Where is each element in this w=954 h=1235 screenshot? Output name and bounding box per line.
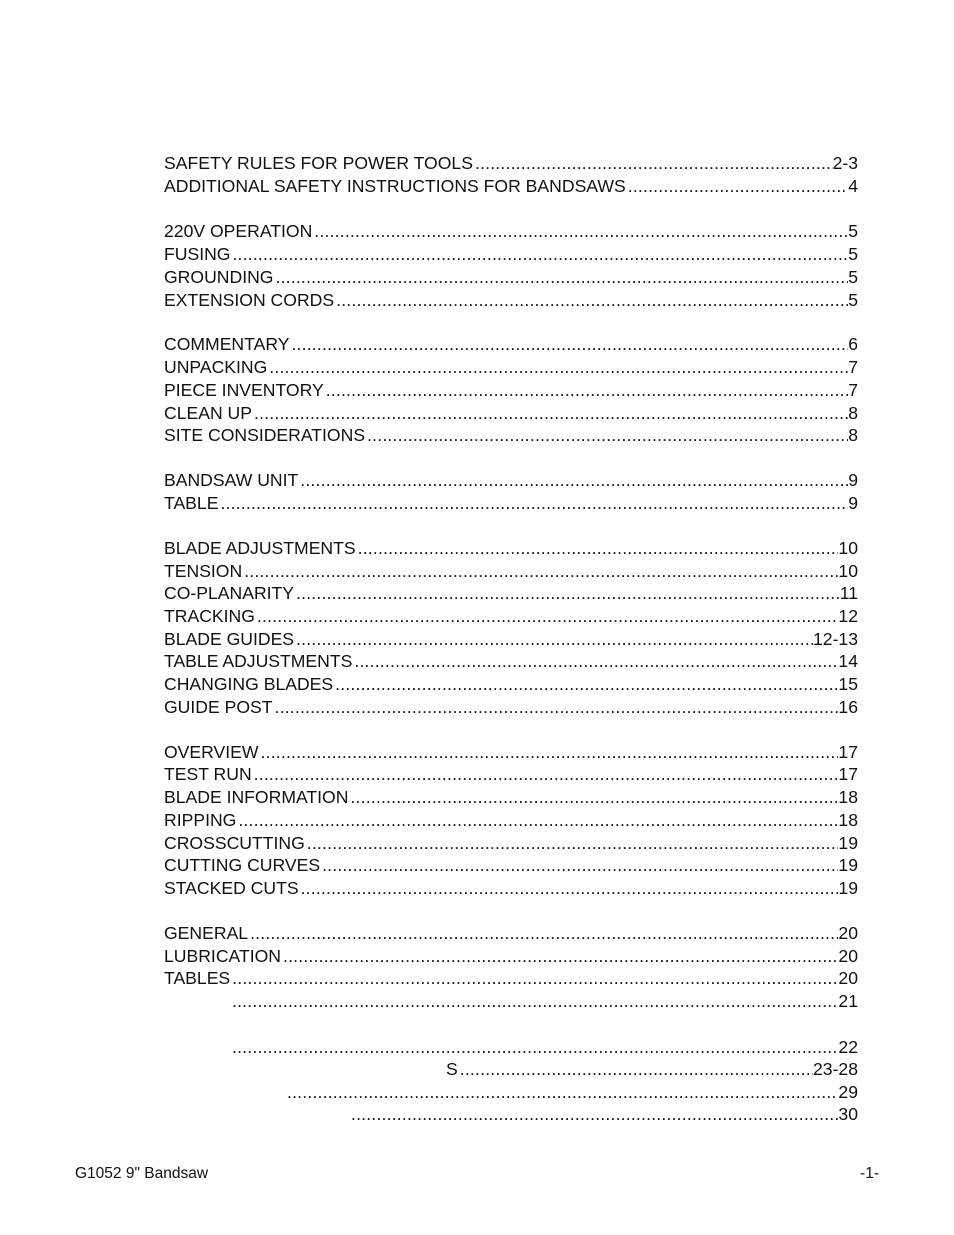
toc-entry [164,378,858,402]
toc-entry [164,808,858,832]
toc-entry-label: RIPPING [164,810,237,830]
toc-entry-label: CO-PLANARITY [164,583,295,603]
toc-entry-label: BANDSAW UNIT [164,470,299,490]
toc-entry-page: 7 [848,380,858,400]
toc-entry-page: 15 [838,674,858,694]
toc-entry-label: TABLE ADJUSTMENTS [164,651,353,671]
leader-dots [296,627,813,651]
toc-entry-page: 17 [838,742,858,762]
leader-dots [300,468,848,492]
toc-entry-label: S [446,1059,458,1079]
toc-entry-page: 8 [848,425,858,445]
toc-entry-page: 14 [838,651,858,671]
toc-entry-label: BLADE INFORMATION [164,787,349,807]
toc-entry [164,151,858,175]
leader-dots [238,808,838,832]
toc-entry [230,1035,858,1059]
toc-entry [164,785,858,809]
toc-entry-label: BLADE ADJUSTMENTS [164,538,356,558]
toc-entry [164,966,858,990]
toc-entry [164,288,858,312]
toc-entry-label: STACKED CUTS [164,878,299,898]
toc-entry [164,831,858,855]
leader-dots [350,785,838,809]
toc-entry [164,581,858,605]
toc-entry [349,1102,858,1126]
toc-entry [164,695,858,719]
toc-entry [164,853,858,877]
leader-dots [354,649,838,673]
leader-dots [232,1035,838,1059]
leader-dots [326,378,849,402]
toc-entry-page: 17 [838,764,858,784]
toc-entry-label: BLADE GUIDES [164,629,295,649]
toc-entry [164,468,858,492]
footer-page-number: -1- [860,1165,879,1182]
toc-entry-label: PIECE INVENTORY [164,380,324,400]
toc-entry [164,536,858,560]
toc-entry-page: 2-3 [832,153,858,173]
toc-entry [230,989,858,1013]
toc-entry-page: 19 [838,855,858,875]
leader-dots [232,989,838,1013]
toc-entry [164,740,858,764]
toc-entry [164,921,858,945]
toc-entry [164,491,858,515]
toc-entry-page: 16 [838,697,858,717]
toc-entry-page: 10 [838,538,858,558]
toc-entry-page: 20 [838,968,858,988]
leader-dots [287,1080,838,1104]
toc-entry [164,944,858,968]
toc-entry-label: SITE CONSIDERATIONS [164,425,366,445]
leader-dots [275,265,848,289]
toc-entry-page: 23-28 [813,1059,858,1079]
leader-dots [232,966,838,990]
leader-dots [283,944,838,968]
toc-entry-page: 9 [848,470,858,490]
toc-entry [164,332,858,356]
toc-entry [164,627,858,651]
toc-entry-label: CLEAN UP [164,403,252,423]
leader-dots [257,604,839,628]
toc-entry-label: EXTENSION CORDS [164,290,335,310]
toc-entry-page: 12 [838,606,858,626]
toc-entry [285,1080,858,1104]
toc-entry-page: 21 [838,991,858,1011]
leader-dots [307,831,839,855]
toc-entry [164,559,858,583]
leader-dots [220,491,848,515]
toc-entry-page: 22 [838,1037,858,1057]
toc-entry-label: COMMENTARY [164,334,290,354]
toc-entry [164,649,858,673]
toc-entry-page: 7 [848,357,858,377]
toc-entry-page: 10 [838,561,858,581]
toc-entry-page: 20 [838,923,858,943]
leader-dots [628,174,848,198]
leader-dots [314,219,848,243]
toc-entry [164,762,858,786]
toc-entry-page: 12-13 [813,629,858,649]
leader-dots [322,853,838,877]
toc-entry [164,219,858,243]
toc-entry-page: 20 [838,946,858,966]
toc-entry-label: OVERVIEW [164,742,259,762]
leader-dots [261,740,839,764]
leader-dots [358,536,839,560]
leader-dots [291,332,848,356]
leader-dots [475,151,833,175]
toc-entry-label: UNPACKING [164,357,268,377]
table-of-contents [0,151,954,1131]
toc-entry-label: TENSION [164,561,243,581]
toc-entry-label: TABLE [164,493,219,513]
toc-entry-page: 6 [848,334,858,354]
toc-entry-label: CUTTING CURVES [164,855,321,875]
toc-entry [164,423,858,447]
toc-entry-label: CROSSCUTTING [164,833,305,853]
toc-entry-page: 5 [848,221,858,241]
toc-entry-page: 8 [848,403,858,423]
toc-entry [164,265,858,289]
leader-dots [254,401,848,425]
toc-entry-page: 19 [838,833,858,853]
toc-entry-page: 5 [848,267,858,287]
leader-dots [250,921,838,945]
toc-entry-label: 220V OPERATION [164,221,313,241]
toc-entry-label: ADDITIONAL SAFETY INSTRUCTIONS FOR BANDSAWS [164,176,626,196]
toc-entry [164,355,858,379]
toc-entry [164,672,858,696]
leader-dots [275,695,839,719]
leader-dots [335,672,838,696]
toc-entry-label: TABLES [164,968,231,988]
toc-entry [164,604,858,628]
toc-entry-page: 30 [838,1104,858,1124]
toc-entry-page: 29 [838,1082,858,1102]
toc-entry [164,401,858,425]
leader-dots [269,355,848,379]
toc-entry-label: GUIDE POST [164,697,273,717]
toc-entry-label: FUSING [164,244,231,264]
toc-entry-page: 5 [848,244,858,264]
toc-entry [164,242,858,266]
toc-entry-page: 18 [838,787,858,807]
leader-dots [232,242,848,266]
toc-entry-label: TEST RUN [164,764,252,784]
leader-dots [367,423,848,447]
toc-entry-page: 19 [838,878,858,898]
leader-dots [336,288,848,312]
leader-dots [301,876,839,900]
toc-entry [164,174,858,198]
toc-entry-label: GROUNDING [164,267,274,287]
toc-entry-label: GENERAL [164,923,249,943]
footer-title: G1052 9" Bandsaw [75,1165,209,1182]
leader-dots [351,1102,838,1126]
toc-entry [446,1057,858,1081]
leader-dots [254,762,839,786]
toc-entry-page: 4 [848,176,858,196]
toc-entry-page: 5 [848,290,858,310]
leader-dots [296,581,840,605]
toc-entry-label: LUBRICATION [164,946,281,966]
toc-entry-page: 9 [848,493,858,513]
toc-entry-label: TRACKING [164,606,255,626]
leader-dots [244,559,838,583]
toc-entry-label: CHANGING BLADES [164,674,334,694]
toc-entry-label: SAFETY RULES FOR POWER TOOLS [164,153,473,173]
toc-entry-page: 18 [838,810,858,830]
leader-dots [460,1057,813,1081]
toc-entry [164,876,858,900]
toc-entry-page: 11 [839,583,858,603]
